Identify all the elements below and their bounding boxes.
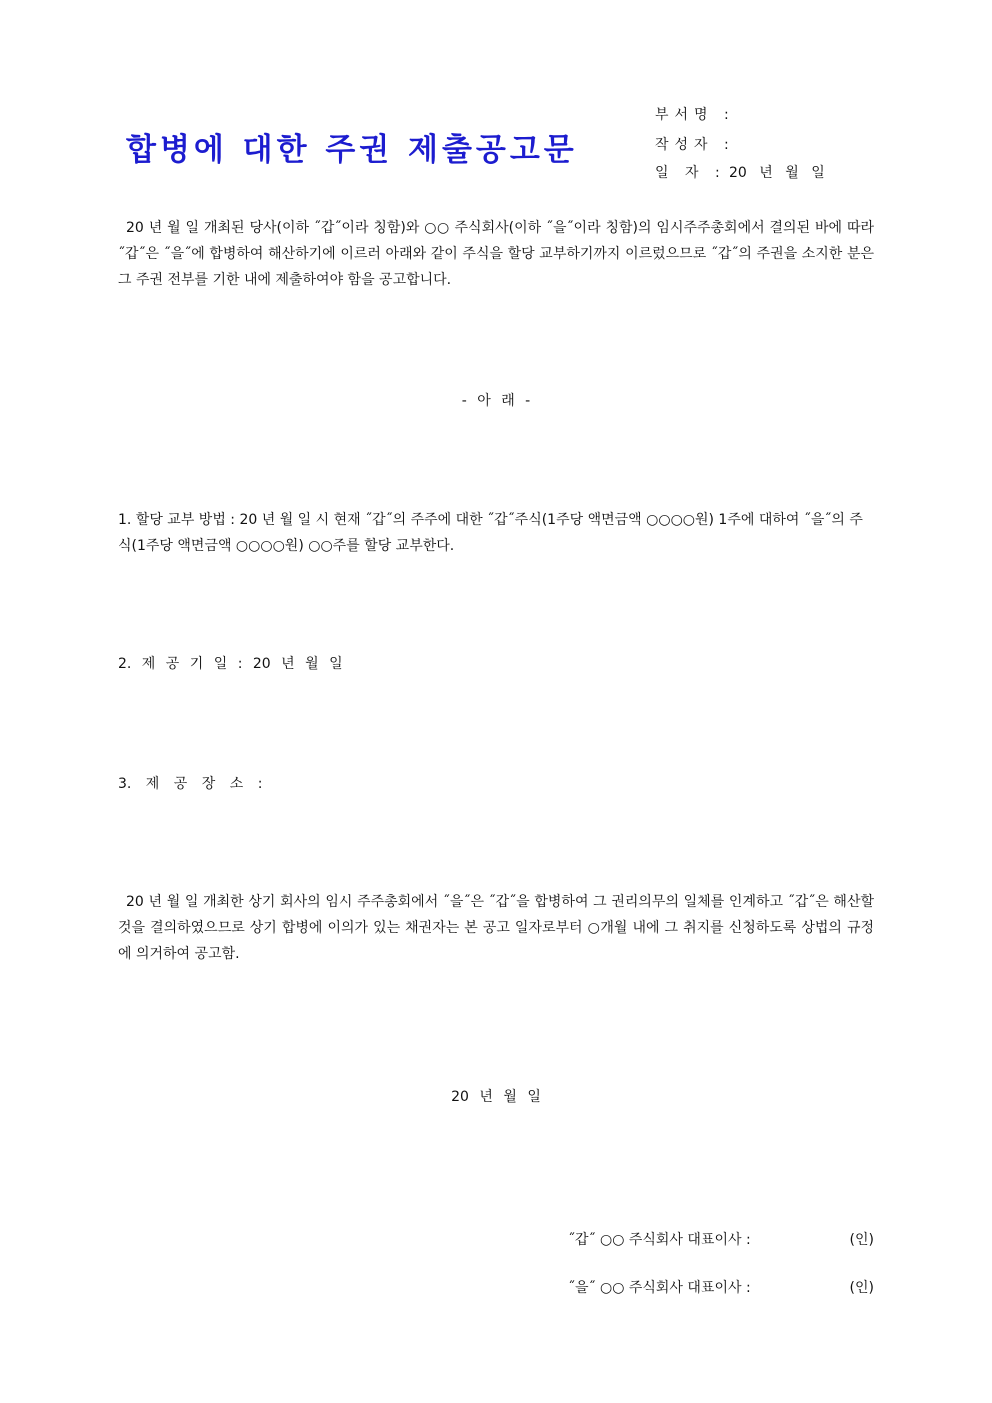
sign-date: 20 년 월 일 [451, 1089, 541, 1105]
meta-author [655, 134, 735, 154]
item-submission-place: 3. 제 공 장 소 : [118, 776, 263, 792]
seal-mark: (인) [849, 1232, 874, 1248]
meta-department-label: 부서명 : [655, 107, 735, 123]
signature-row-eul [568, 1277, 874, 1297]
meta-department [655, 104, 735, 124]
item-allocation-method: 1. 할당 교부 방법 : 20 년 월 일 시 현재 ˝갑˝의 주주에 대한 ˝갑˝주식(1주당 액면금액 ○○○○원) 1주에 대하여 ˝을˝의 주식(1주당 액면금액 ○○○○원) ○○주를 할당 교부한다. [118, 512, 863, 554]
signature-row-gap [568, 1229, 874, 1249]
seal-mark: (인) [849, 1280, 874, 1296]
intro-paragraph: 20 년 월 일 개최된 당사(이하 ˝갑˝이라 칭함)와 ○○ 주식회사(이하 ˝을˝이라 칭함)의 임시주주총회에서 결의된 바에 따라 ˝갑˝은 ˝을˝에 합병하여 해산하기에 이르러 아래와 같이 주식을 할당 교부하기까지 이르렀으므로 ˝갑˝의 주권을 소지한 분은 그 주권 전부를 기한 내에 제출하여야 함을 공고합니다. [118, 220, 874, 288]
meta-date-label: 일 자 : [655, 165, 726, 181]
closing-paragraph: 20 년 월 일 개최한 상기 회사의 임시 주주총회에서 ˝을˝은 ˝갑˝을 합병하여 그 권리의무의 일체를 인계하고 ˝갑˝은 해산할 것을 결의하였으므로 상기 합병에 이의가 있는 채권자는 본 공고 일자로부터 ○개월 내에 그 취지를 신청하도록 상법의 규정에 의거하여 공고함. [118, 894, 874, 962]
signature-label: ˝갑˝ ○○ 주식회사 대표이사 : [568, 1232, 751, 1248]
meta-author-label: 작성자 : [655, 137, 735, 153]
signature-label: ˝을˝ ○○ 주식회사 대표이사 : [568, 1280, 751, 1296]
notice-heading: - 아 래 - [461, 393, 531, 409]
item-submission-date: 2. 제 공 기 일 : 20 년 월 일 [118, 656, 343, 672]
document-title: 합병에 대한 주권 제출공고문 [126, 132, 578, 168]
meta-date [655, 162, 825, 182]
meta-date-value: 20 년 월 일 [729, 165, 825, 181]
